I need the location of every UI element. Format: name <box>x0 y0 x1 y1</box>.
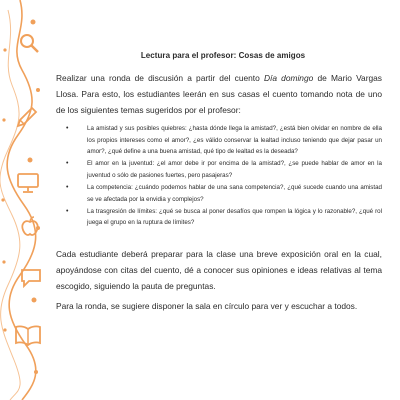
speech-bubble-icon <box>20 268 42 288</box>
topics-list <box>66 123 382 230</box>
topic-text: El amor en la juventud: ¿el amor debe ir por encima de la amistad?, ¿se puede hablar de amor en la juventud o sólo de pasiones fuertes, pero pasajeras? <box>87 160 382 179</box>
pencil-icon <box>14 104 40 130</box>
topic-text: La competencia: ¿cuándo podemos hablar de una sana competencia?, ¿qué sucede cuando una amistad se ve afectada por la envidia y complejos? <box>87 184 382 203</box>
list-item <box>66 158 382 181</box>
intro-paragraph <box>56 70 382 118</box>
story-title: Día domingo <box>263 73 314 83</box>
document-page <box>56 0 390 400</box>
magnifier-icon <box>18 32 40 54</box>
bullet-icon: • <box>66 160 69 168</box>
seating-paragraph: Para la ronda, se sugiere disponer la sala en círculo para ver y escuchar a todos. <box>56 301 358 311</box>
bullet-icon: • <box>66 125 69 132</box>
page-title: Lectura para el profesor: Cosas de amigos <box>140 51 306 60</box>
list-item <box>66 123 382 158</box>
intro-text-after: de Mario Vargas Llosa. Para esto, los estudiantes leerán en sus casas el cuento tomando nota de uno de los siguientes temas sugeridos por el profesor: <box>56 73 382 115</box>
monitor-icon <box>16 172 40 194</box>
apple-icon <box>20 216 40 238</box>
bullet-icon: • <box>66 184 69 192</box>
intro-text-before: Realizar una ronda de discusión a partir del cuento <box>56 73 264 83</box>
book-icon <box>14 324 42 346</box>
list-item <box>66 182 382 205</box>
list-item <box>66 206 382 229</box>
bullet-icon: • <box>66 207 69 215</box>
presentation-paragraph: Cada estudiante deberá preparar para la clase una breve exposición oral en la cual, apoyándose con citas del cuento, dé a conocer sus opiniones e ideas relativas al tema escogido, siguiendo la pauta de preguntas. <box>56 249 382 291</box>
topic-text: La amistad y sus posibles quiebres: ¿hasta dónde llega la amistad?, ¿está bien olvidar en nombre de ella los propios intereses como el amor?, ¿es válido conservar la lealtad incluso teniendo que dejar pasar un amor?, ¿qué define a una buena amistad, qué tipo de lealtad es la deseada? <box>87 125 382 155</box>
topic-text: La trasgresión de límites: ¿qué se busca al poner desafíos que rompen la lógica y lo razonable?, ¿qué rol juega el grupo en la ruptura de límites? <box>87 207 382 227</box>
